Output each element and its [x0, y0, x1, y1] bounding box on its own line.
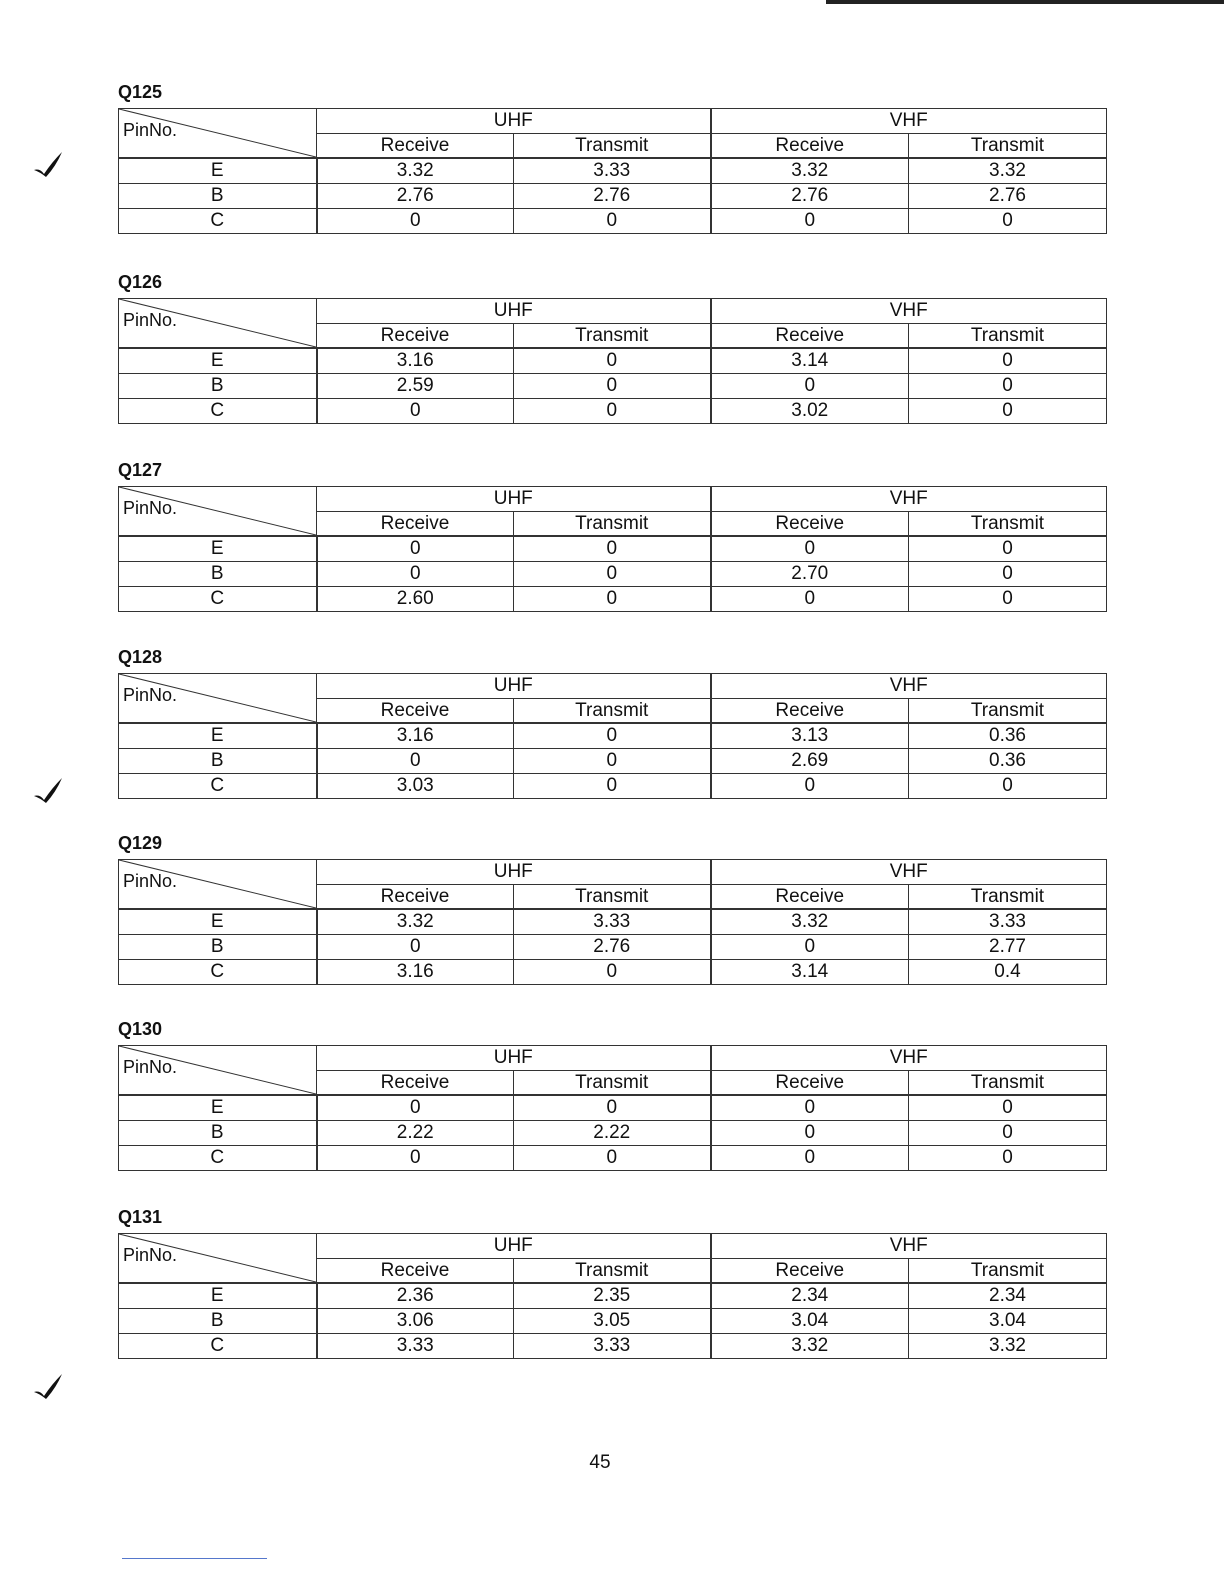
- uhf-receive-header: Receive: [317, 512, 514, 537]
- pin-cell: E: [119, 158, 317, 184]
- vhf-header: VHF: [711, 299, 1107, 324]
- uhf-receive-header: Receive: [317, 1071, 514, 1096]
- table-row: [119, 399, 1107, 424]
- section-title: Q131: [118, 1207, 163, 1227]
- uhf-transmit-header: Transmit: [514, 324, 711, 349]
- vhf-receive-cell: 3.04: [711, 1309, 909, 1334]
- uhf-transmit-cell: 2.22: [514, 1121, 711, 1146]
- vhf-transmit-header: Transmit: [909, 1259, 1107, 1284]
- pin-header-label: PinNo.: [123, 1245, 178, 1265]
- voltage-table: [118, 859, 1107, 985]
- section-title: Q125: [118, 82, 163, 102]
- uhf-transmit-cell: 0: [514, 562, 711, 587]
- top-rule: [826, 0, 1224, 4]
- check-mark-icon: [32, 1372, 64, 1400]
- vhf-transmit-header: Transmit: [909, 324, 1107, 349]
- pin-cell: B: [119, 374, 317, 399]
- table-row: [119, 209, 1107, 234]
- pin-header-label: PinNo.: [123, 310, 178, 330]
- transistor-section: [118, 1017, 1106, 1171]
- vhf-transmit-cell: 3.32: [909, 1334, 1107, 1359]
- uhf-transmit-header: Transmit: [514, 134, 711, 159]
- uhf-receive-cell: 2.22: [317, 1121, 514, 1146]
- vhf-receive-header: Receive: [711, 699, 909, 724]
- uhf-transmit-cell: 0: [514, 587, 711, 612]
- footnote-rule: [122, 1558, 267, 1559]
- band-header-row: [119, 860, 1107, 885]
- voltage-table: [118, 673, 1107, 799]
- transistor-section: [118, 645, 1106, 799]
- uhf-transmit-cell: 0: [514, 348, 711, 374]
- table-row: [119, 1334, 1107, 1359]
- uhf-receive-header: Receive: [317, 134, 514, 159]
- uhf-receive-header: Receive: [317, 885, 514, 910]
- band-header-row: [119, 109, 1107, 134]
- vhf-header: VHF: [711, 674, 1107, 699]
- vhf-receive-cell: 0: [711, 935, 909, 960]
- band-header-row: [119, 299, 1107, 324]
- pin-header-label: PinNo.: [123, 871, 178, 891]
- table-row: [119, 184, 1107, 209]
- pin-header-label: PinNo.: [123, 120, 178, 140]
- section-title: Q129: [118, 833, 163, 853]
- pin-cell: C: [119, 587, 317, 612]
- vhf-receive-header: Receive: [711, 512, 909, 537]
- table-row: [119, 749, 1107, 774]
- vhf-transmit-cell: 0: [909, 1095, 1107, 1121]
- pin-header-cell: [119, 487, 317, 537]
- transistor-section: [118, 458, 1106, 612]
- uhf-transmit-cell: 0: [514, 399, 711, 424]
- vhf-receive-cell: 0: [711, 1121, 909, 1146]
- uhf-receive-cell: 3.16: [317, 960, 514, 985]
- voltage-table: [118, 108, 1107, 234]
- check-mark-icon: [32, 150, 64, 178]
- pin-cell: B: [119, 749, 317, 774]
- vhf-transmit-header: Transmit: [909, 134, 1107, 159]
- transistor-section: [118, 831, 1106, 985]
- uhf-transmit-header: Transmit: [514, 699, 711, 724]
- vhf-header: VHF: [711, 1234, 1107, 1259]
- uhf-transmit-header: Transmit: [514, 512, 711, 537]
- vhf-receive-cell: 0: [711, 774, 909, 799]
- voltage-table: [118, 298, 1107, 424]
- uhf-receive-cell: 0: [317, 1146, 514, 1171]
- uhf-transmit-cell: 0: [514, 774, 711, 799]
- uhf-transmit-cell: 0: [514, 1095, 711, 1121]
- vhf-transmit-cell: 0.4: [909, 960, 1107, 985]
- voltage-table: [118, 486, 1107, 612]
- vhf-receive-cell: 3.14: [711, 348, 909, 374]
- band-header-row: [119, 487, 1107, 512]
- uhf-receive-header: Receive: [317, 1259, 514, 1284]
- table-row: [119, 562, 1107, 587]
- pin-cell: B: [119, 1309, 317, 1334]
- pin-cell: C: [119, 1146, 317, 1171]
- vhf-transmit-cell: 0: [909, 374, 1107, 399]
- pin-cell: E: [119, 723, 317, 749]
- pin-header-cell: [119, 1234, 317, 1284]
- uhf-transmit-cell: 0: [514, 536, 711, 562]
- uhf-header: UHF: [317, 487, 711, 512]
- vhf-receive-cell: 3.32: [711, 909, 909, 935]
- vhf-transmit-cell: 0.36: [909, 749, 1107, 774]
- vhf-transmit-cell: 2.77: [909, 935, 1107, 960]
- uhf-transmit-cell: 0: [514, 374, 711, 399]
- uhf-header: UHF: [317, 674, 711, 699]
- vhf-transmit-cell: 3.32: [909, 158, 1107, 184]
- vhf-transmit-cell: 0: [909, 348, 1107, 374]
- uhf-transmit-header: Transmit: [514, 885, 711, 910]
- uhf-transmit-cell: 0: [514, 209, 711, 234]
- vhf-receive-cell: 0: [711, 536, 909, 562]
- uhf-header: UHF: [317, 299, 711, 324]
- table-row: [119, 1146, 1107, 1171]
- table-row: [119, 1121, 1107, 1146]
- vhf-receive-cell: 0: [711, 374, 909, 399]
- section-title: Q127: [118, 460, 163, 480]
- pin-cell: C: [119, 774, 317, 799]
- pin-cell: C: [119, 209, 317, 234]
- uhf-receive-cell: 2.36: [317, 1283, 514, 1309]
- transistor-section: [118, 1205, 1106, 1359]
- vhf-receive-header: Receive: [711, 1259, 909, 1284]
- vhf-header: VHF: [711, 109, 1107, 134]
- uhf-transmit-header: Transmit: [514, 1259, 711, 1284]
- vhf-receive-header: Receive: [711, 885, 909, 910]
- uhf-transmit-cell: 3.05: [514, 1309, 711, 1334]
- pin-header-cell: [119, 1046, 317, 1096]
- pin-header-label: PinNo.: [123, 498, 178, 518]
- check-mark-icon: [32, 776, 64, 804]
- vhf-transmit-header: Transmit: [909, 699, 1107, 724]
- pin-header-label: PinNo.: [123, 1057, 178, 1077]
- pin-cell: B: [119, 562, 317, 587]
- vhf-transmit-cell: 0: [909, 209, 1107, 234]
- pin-cell: E: [119, 1283, 317, 1309]
- vhf-transmit-cell: 0.36: [909, 723, 1107, 749]
- vhf-receive-cell: 3.14: [711, 960, 909, 985]
- section-title: Q130: [118, 1019, 163, 1039]
- vhf-receive-cell: 0: [711, 1095, 909, 1121]
- vhf-transmit-cell: 0: [909, 1146, 1107, 1171]
- band-header-row: [119, 1046, 1107, 1071]
- pin-header-label: PinNo.: [123, 685, 178, 705]
- vhf-receive-cell: 0: [711, 587, 909, 612]
- transistor-section: [118, 80, 1106, 234]
- table-row: [119, 909, 1107, 935]
- uhf-header: UHF: [317, 109, 711, 134]
- vhf-receive-header: Receive: [711, 324, 909, 349]
- table-row: [119, 1095, 1107, 1121]
- table-row: [119, 348, 1107, 374]
- vhf-transmit-cell: 0: [909, 562, 1107, 587]
- vhf-receive-header: Receive: [711, 134, 909, 159]
- uhf-receive-cell: 3.16: [317, 723, 514, 749]
- section-title: Q128: [118, 647, 163, 667]
- vhf-transmit-header: Transmit: [909, 512, 1107, 537]
- vhf-receive-cell: 3.32: [711, 1334, 909, 1359]
- uhf-receive-cell: 3.06: [317, 1309, 514, 1334]
- vhf-transmit-cell: 0: [909, 399, 1107, 424]
- vhf-header: VHF: [711, 1046, 1107, 1071]
- uhf-receive-cell: 3.33: [317, 1334, 514, 1359]
- vhf-transmit-header: Transmit: [909, 885, 1107, 910]
- uhf-receive-cell: 0: [317, 399, 514, 424]
- section-title: Q126: [118, 272, 163, 292]
- table-row: [119, 587, 1107, 612]
- table-row: [119, 723, 1107, 749]
- voltage-table: [118, 1233, 1107, 1359]
- uhf-receive-header: Receive: [317, 699, 514, 724]
- uhf-receive-cell: 2.59: [317, 374, 514, 399]
- vhf-receive-cell: 2.34: [711, 1283, 909, 1309]
- page-number: 45: [589, 1452, 611, 1473]
- table-row: [119, 374, 1107, 399]
- uhf-receive-cell: 0: [317, 1095, 514, 1121]
- uhf-transmit-cell: 0: [514, 749, 711, 774]
- pin-header-cell: [119, 674, 317, 724]
- uhf-receive-header: Receive: [317, 324, 514, 349]
- pin-header-cell: [119, 299, 317, 349]
- uhf-transmit-cell: 0: [514, 960, 711, 985]
- pin-cell: C: [119, 1334, 317, 1359]
- pin-cell: C: [119, 960, 317, 985]
- pin-cell: E: [119, 909, 317, 935]
- pin-cell: E: [119, 536, 317, 562]
- uhf-transmit-cell: 2.35: [514, 1283, 711, 1309]
- band-header-row: [119, 674, 1107, 699]
- band-header-row: [119, 1234, 1107, 1259]
- table-row: [119, 774, 1107, 799]
- vhf-header: VHF: [711, 860, 1107, 885]
- uhf-transmit-cell: 2.76: [514, 935, 711, 960]
- transistor-section: [118, 270, 1106, 424]
- vhf-transmit-cell: 2.76: [909, 184, 1107, 209]
- uhf-transmit-cell: 2.76: [514, 184, 711, 209]
- vhf-receive-cell: 3.02: [711, 399, 909, 424]
- uhf-header: UHF: [317, 860, 711, 885]
- vhf-receive-cell: 0: [711, 209, 909, 234]
- vhf-transmit-cell: 3.33: [909, 909, 1107, 935]
- table-row: [119, 935, 1107, 960]
- vhf-receive-cell: 0: [711, 1146, 909, 1171]
- vhf-receive-cell: 2.70: [711, 562, 909, 587]
- uhf-transmit-cell: 0: [514, 723, 711, 749]
- uhf-receive-cell: 3.32: [317, 158, 514, 184]
- pin-cell: B: [119, 1121, 317, 1146]
- uhf-receive-cell: 2.76: [317, 184, 514, 209]
- pin-cell: B: [119, 935, 317, 960]
- vhf-transmit-cell: 0: [909, 587, 1107, 612]
- pin-header-cell: [119, 109, 317, 159]
- uhf-receive-cell: 3.16: [317, 348, 514, 374]
- uhf-receive-cell: 0: [317, 935, 514, 960]
- uhf-receive-cell: 0: [317, 536, 514, 562]
- vhf-transmit-cell: 0: [909, 774, 1107, 799]
- pin-cell: C: [119, 399, 317, 424]
- vhf-header: VHF: [711, 487, 1107, 512]
- uhf-receive-cell: 0: [317, 749, 514, 774]
- vhf-transmit-cell: 2.34: [909, 1283, 1107, 1309]
- vhf-transmit-cell: 0: [909, 536, 1107, 562]
- table-row: [119, 960, 1107, 985]
- vhf-transmit-header: Transmit: [909, 1071, 1107, 1096]
- uhf-receive-cell: 2.60: [317, 587, 514, 612]
- uhf-transmit-cell: 3.33: [514, 909, 711, 935]
- vhf-transmit-cell: 0: [909, 1121, 1107, 1146]
- uhf-receive-cell: 3.03: [317, 774, 514, 799]
- table-row: [119, 536, 1107, 562]
- pin-cell: B: [119, 184, 317, 209]
- table-row: [119, 1283, 1107, 1309]
- uhf-transmit-header: Transmit: [514, 1071, 711, 1096]
- uhf-transmit-cell: 0: [514, 1146, 711, 1171]
- uhf-transmit-cell: 3.33: [514, 1334, 711, 1359]
- uhf-transmit-cell: 3.33: [514, 158, 711, 184]
- table-row: [119, 158, 1107, 184]
- uhf-receive-cell: 0: [317, 562, 514, 587]
- table-row: [119, 1309, 1107, 1334]
- uhf-header: UHF: [317, 1046, 711, 1071]
- vhf-transmit-cell: 3.04: [909, 1309, 1107, 1334]
- pin-cell: E: [119, 348, 317, 374]
- vhf-receive-cell: 2.76: [711, 184, 909, 209]
- pin-header-cell: [119, 860, 317, 910]
- voltage-table: [118, 1045, 1107, 1171]
- uhf-header: UHF: [317, 1234, 711, 1259]
- vhf-receive-cell: 3.13: [711, 723, 909, 749]
- uhf-receive-cell: 3.32: [317, 909, 514, 935]
- vhf-receive-cell: 2.69: [711, 749, 909, 774]
- pin-cell: E: [119, 1095, 317, 1121]
- vhf-receive-header: Receive: [711, 1071, 909, 1096]
- vhf-receive-cell: 3.32: [711, 158, 909, 184]
- uhf-receive-cell: 0: [317, 209, 514, 234]
